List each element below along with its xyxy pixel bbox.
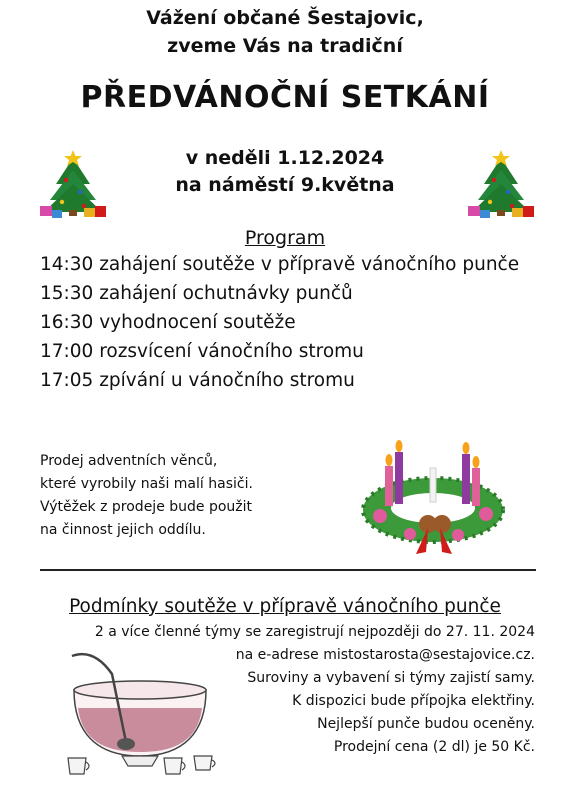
program-heading: Program <box>244 227 326 249</box>
program-item: 16:30 vyhodnocení soutěže <box>40 312 296 333</box>
program-item: 14:30 zahájení soutěže v přípravě vánočního punče <box>40 254 520 275</box>
advent-wreath-icon <box>358 438 508 554</box>
program-item: 17:05 zpívání u vánočního stromu <box>40 370 355 391</box>
page-title: PŘEDVÁNOČNÍ SETKÁNÍ <box>80 80 490 115</box>
condition-line: 2 a více členné týmy se zaregistrují nejpozději do 27. 11. 2024 <box>94 624 535 640</box>
christmas-tree-icon <box>38 150 108 222</box>
wreath-sale-line: na činnost jejich oddílu. <box>40 522 206 538</box>
event-place: na náměstí 9.května <box>175 174 395 196</box>
greeting-line-1: Vážení občané Šestajovic, <box>146 7 424 29</box>
christmas-tree-icon <box>466 150 536 222</box>
condition-line: Nejlepší punče budou oceněny. <box>317 716 535 732</box>
program-item: 15:30 zahájení ochutnávky punčů <box>40 283 353 304</box>
condition-line: na e-adrese mistostarosta@sestajovice.cz. <box>235 647 535 663</box>
section-divider <box>40 569 536 571</box>
competition-conditions <box>95 621 535 759</box>
condition-line: Prodejní cena (2 dl) je 50 Kč. <box>333 739 535 755</box>
program-list <box>40 250 519 395</box>
wreath-sale-text <box>40 450 253 542</box>
greeting-line-2: zveme Vás na tradiční <box>167 35 403 57</box>
wreath-sale-line: Prodej adventních věnců, <box>40 453 218 469</box>
competition-heading: Podmínky soutěže v přípravě vánočního punče <box>69 596 501 617</box>
wreath-sale-line: které vyrobily naši malí hasiči. <box>40 476 253 492</box>
event-date: v neděli 1.12.2024 <box>185 147 385 169</box>
wreath-sale-line: Výtěžek z prodeje bude použit <box>40 499 253 515</box>
program-item: 17:00 rozsvícení vánočního stromu <box>40 341 364 362</box>
condition-line: Suroviny a vybavení si týmy zajistí samy. <box>247 670 535 686</box>
condition-line: K dispozici bude přípojka elektřiny. <box>292 693 535 709</box>
